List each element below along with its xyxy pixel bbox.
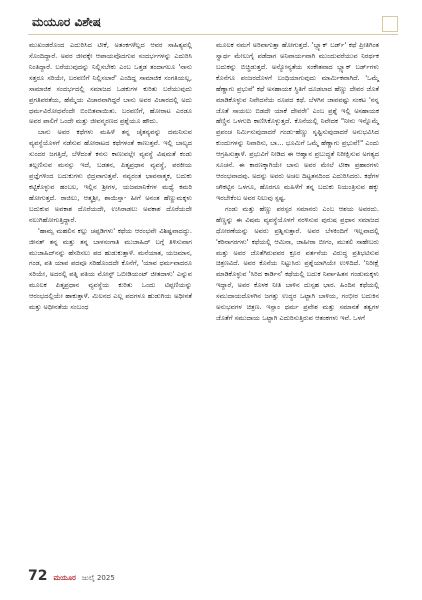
paragraph: ಬಾನು ಅವರ ಕಥೆಗಳು ಮಹಿಳೆ ತನ್ನ ಚೈತನ್ಯವನ್ನು ದಮನಿಸುವ ವ್ಯವಸ್ಥೆಯೊಳಗೆ ನಡೆಸುವ ಹೋರಾಟದ ಕಥೆಗಳಂತೆ ಕಾಣುತ್ತವೆ. ಇಲ್ಲಿ ಬಾಲ್ಯದ ಸುಂದರ ಜಗತ್ತಿದೆ, ಬೆಳೆದಂತೆ ಕನಸು ಕಾಣುವಲ್ಲೇ ವ್ಯವಸ್ಥೆ ವಿಷಮತೆ ಕಂಡು ತಲ್ಲಣಿಸುವ ಮನಸ್ಸು ಇದೆ, ಬಡತನ, ಪಿತೃಪ್ರಧಾನ ವ್ಯವಸ್ಥೆ, ಪರಕೀಯ ಪ್ರಜ್ಞೆಗಳಿಂದ ಬದುಕುಗಳು ಛಿದ್ರವಾಗುತ್ತವೆ. ನವ್ಯರಂತ ಭಾವನಾತ್ಮಕ, ಬದುಕು ಕಟ್ಟಿಕೊಳ್ಳುವ ಹಂಬಲ, ಇಲ್ಲಿನ ಶ್ರೀಗಳ, ಯಜಮಾನಿಕೆಗಳ ಮಧ್ಯೆ ಕಮರಿ ಹೋಗುತ್ತದೆ. ರಾಜಿಲು, ಆತ್ಮಶ್ರೀ, ಶಾಯಿಸ್ತಾ- ಹೀಗೆ ಅನಂತ ಹೆಣ್ಣುಮಕ್ಕಳು ಬದುಕುವ ಅವಕಾಶ ದೊರೆಯದೇ, ಉಸಿರಾಡಲು ಅವಕಾಶ ದೊರೆಯದೇ ನಲುಗಿಹೋಗುತ್ತಿದ್ದಾರೆ. <box>29 128 192 224</box>
article-column-left <box>29 40 192 313</box>
paragraph: ಗಂಡು ಮತ್ತು ಹೆಣ್ಣು ಪರಸ್ಪರ ಸಮಾನರು ಎಂಬ ಆಶಯ ಅವರದು. ಹೆಣ್ಣನ್ನು ಈ ವಿಷಮ ವ್ಯವಸ್ಥೆಯೊಳಗೆ ನರಳಿಸುವ ಪುರುಷ ಪ್ರಧಾನ ಸಮಾಜದ ಧೋರಣೆಯನ್ನು ಅವರು ಪ್ರಶ್ನಿಸುತ್ತಾರೆ. ಅವರ ಬೆಳಕಿಂದಿಗೆ ಇಲ್ಲವಾದಲ್ಲಿ 'ಕರಿನಾಗರಗಳು' ಕಥೆಯಲ್ಲಿ ಆಮಿನಾ, ಜಾಹೀರಾ ಬೀಗಂ, ಮುತಲಿ ಸಾಹೇಬರು ಮತ್ತು ಅವರ ಜೊತೆಗಿರುವವರ ಕ್ರೂರ ವರ್ತನೆಯ ವಿರುದ್ಧ ಪ್ರತಿಭಟಿಸುವ ಚಿತ್ರಣವಿದೆ. ಅವರ ಕೊನೆಯ ನಿಟ್ಟುಸಿರು ಪ್ರಶ್ನೆಯಾಗಿಯೇ ಉಳಿದಿದೆ. 'ನಿರೀಕ್ಷೆ ಮಾಡಿಕೊಳ್ಳುವ 'ಸಿರಿದ ಕಾರ್ಡಿನ' ಕಥೆಯಲ್ಲಿ ಬದುಕ ನಿರ್ವಾಹಿತನ ಗಂಡುಮಕ್ಕಳು ಇದ್ದಾರೆ, ಅವರ ಕೊಳಕ ನೀತಿ ಬಾಳಿನ ದುಸ್ಸಹ ಭಾರ. ಹಿಂದಿನ ಕಥೆಯಲ್ಲಿ ಸಮುದಾಯದೊಳಗಿನ ಜಗತ್ತು ಉದ್ಧರ ಒಟ್ಟಾಗಿ ಬಾಳಿಯ, ಗಂಭೀರ ಬದುಕಿನ ಅನುಭವಗಳ ಚಿತ್ರಣ. ಇಸ್ಲಾಂ ಧರ್ಮ ಪ್ರವೇಶ ಮತ್ತು ಸಮಾನತೆ ತತ್ವಗಳ ಜೊತೆಗೆ ಸಮುದಾಯ ಒಟ್ಟಾಗಿ ಎದುರಿಸುತ್ತಿರುವ ಆತಂಕಗಳು ಇವೆ. ಒಳಗೆ <box>216 204 379 323</box>
article-column-right <box>216 40 379 324</box>
header-decoration <box>382 16 398 32</box>
issue-date: ಜುಲೈ 2025 <box>81 574 115 582</box>
paragraph: ಮುಖಂಡರೊಂದ ಎದುರಿಸಿದ ಟೀಕೆ, ಅತಂಕಗಳೆಲ್ಲದ ಆವರ ಸಾಹಿತ್ಯವಲ್ಲಿ ಸೊಂದಿದ್ದಾರೆ. ಅವರ ಜೀವಕ್ಕೇ ಆಪಾಯವೊದಗುವ ಸಂದರ್ಭಗಳನ್ನು ಎದುರಿಸಿ ನಿಂತಿದ್ದಾರೆ. ಬರೆಯುವುದನ್ನು ನಿಲ್ಲಿಸಬೇಕು ಎಂಬ ಒತ್ತಡ ತಂದಾಗಲೂ 'ನಾನು ಸತ್ತರೂ ಸರಿಯೇ, ಬರವಣಿಗೆ ನಿಲ್ಲಿಸಲಾರೆ' ಎಂದಿದ್ದ ಸಾಮಾಜಿಕ ಸಂಗತಿಯಲ್ಲ, ಸಾಮಾಜಿಕ ಸಂದರ್ಭದಲ್ಲಿ ಸಮಾಜದ ಒಡಕುಗಳ ಕುರಿತು ಬರೆಯುವುದು ಪ್ರಗತಿಪರತೆಯ, ಹೆಮ್ಮೆಯ ವಿಚಾರವಾಗಿದ್ದರೆ ಬಾನು ಅವರ ವಿಚಾರದಲ್ಲಿ ಅದು ಧರ್ಮವಿರೋಧವೆಂದೇ ಬಿಂಬಿತವಾಯಿತು. ಬರವಣಿಗೆ, ಹೋರಾಟ ಎರಡೂ ಅವರ ಪಾಲಿಗೆ ಒಂದೇ ಮತ್ತು ಜೀವನ್ಮರಣದ ಪ್ರಶ್ನೆಯೂ ಹೌದು. <box>29 41 192 126</box>
section-header <box>28 12 398 35</box>
magazine-name: ಮಯೂರ <box>53 574 76 582</box>
paragraph: 'ಹಾಮ್ಸ ಮಹಲಿನ ಕಲ್ಲು ಚಪ್ಪಡಿಗಳು' ಕಥೆಯ ಆರಂಭವೇ ವಿಶಿಷ್ಟವಾದದ್ದು. ಜೀನತ್ ತನ್ನ ಮತ್ತು ತನ್ನ ಬಾಳಸಂಗಾತಿ ಮುಜಾಹಿದ್ ಬಗ್ಗೆ ತಿಳಿಸುವಾಗ ಮುಜಾಹಿದ್‌ನನ್ನು ಹೆಸರಿಸಲು ಪದ ಹುಡುಕುತ್ತಾಳೆ. ಮನೆಯಾತ, ಯಜಮಾನ, ಗಂಡ, ಪತಿ ಯಾವ ಪದವೂ ಸರಿಹೊಂದದೇ ಕೊನೆಗೆ, 'ಯಾವ ಧರ್ಮವಾದರೂ ಸರಿಯೇ, ಅದರಲ್ಲಿ ಪತ್ನಿ ಪತಿಯ ಮೋಸ್ಟ್ ಒಬೀಡಿಯಂಟ್ ಜೀತದಾಳು' ಎನ್ನುವ ಮೂಲಕ ಪಿತೃಪ್ರಧಾನ ವ್ಯವಸ್ಥೆಯ ಕುರಿತು ಒಂದು ಟಿಪ್ಪಣಿಯನ್ನು ಆರಂಭದಲ್ಲಿಯೇ ಹಾಕುತ್ತಾಳೆ. ಮಿಲನದ ಎಲ್ಲ ಪದಗಳೂ ಹುಡುಗಿಯ ಅಧೀನತೆ ಮತ್ತು ಅಧೀನತೆಯ ಸಂಬಂಧ <box>29 226 192 312</box>
paragraph: ಮೂಲಕ ನಮಗೆ ಅರಿವಾಗುತ್ತಾ ಹೋಗುತ್ತದೆ. 'ಬ್ಲ್ಯಾಕ್ ಬರ್ಡ್' ಕಥೆ ಪ್ರೀತಿಗಿಂತ ಸ್ವಾರ್ಥ ಮೇಲುಗೈ ಪಡೆದಾಗ ಅನಿವಾರ್ಯವಾಗಿ ಮುಂದುವರೆಯುವ ನಿರರ್ಥಕ ಬದುಕನ್ನು ಬಿಚ್ಚಿಡುತ್ತದೆ. ಅನ್ಯೋನ್ಯತೆಯ ಸಂಕೇತವಾದ ಬ್ಲ್ಯಾಕ್ ಬರ್ಡ್‌ಗಳು ಕೊನೆಗೂ ಪಂಜರದೊಳಗೆ ಬಂಧಿಯಾಗುವುದು ಮಾರ್ಮಿಕವಾಗಿದೆ. 'ಒಮ್ಮೆ ಹೆಣ್ಣಾಗು ಪ್ರಭುವೆ' ಕಥೆ ಅಸಹಾಯಕ ಸ್ಥಿತಿಗೆ ದೂಡಲಾದ ಹೆಣ್ಣು ದೇವರ ಜೊತೆ ಮಾಡಿಕೊಳ್ಳುವ ನಿವೇದನೆಯ ರೂಪದ ಕಥೆ. ಬೆಳಗಿನ ಜಾವವಷ್ಟು ಸಂಕಟ 'ನನ್ನ ಜೊತೆ ಸಾಯಲು ಬಿಡದೇ ಯಾಕೆ ದೇವರೇ' ಎಂಬ ಪ್ರಶ್ನೆ ಇಲ್ಲಿ ಅಸಹಾಯಕ ಹೆಣ್ಣಿನ ಒಳಗುದಿ ಕಾಣಿಸಿಕೊಳ್ಳುತ್ತದೆ. ಕೊನೆಯಲ್ಲಿ ನಿವೇದಕ "ನೀನು ಇನ್ನೊಮ್ಮೆ ಪ್ರಪಂಚ ನಿರ್ಮಿಸುವುದಾದರೆ ಗಂಡು-ಹೆಣ್ಣು ಸೃಷ್ಟಿಸುವುದಾದರೆ ಅನುಭವಿಸಿದ ಕುಂದುಗಳನ್ನು ನಿವಾರಿಸು, ಬಾ... ಭೂಮಿಗೆ ಒಮ್ಮೆ ಹೆಣ್ಣಾಗು ಪ್ರಭುವೆ!" ಎಂದು ಆಗ್ರಹಿಸುತ್ತಾಳೆ. ಪ್ರಭುವಿಗೆ ನೀಡಿದ ಈ ಆಹ್ವಾನ ಪ್ರಬುದ್ಧತೆ ನಿರೀಕ್ಷಿಸುವ ಅಗತ್ಯದ ಸೂಚನೆ. ಈ ಕಾರಣಕ್ಕಾಗಿಯೇ ಬಾನು ಅವರ ಮೇಲೆ ಟೀಕಾ ಪ್ರಹಾರಗಳು ಆರಂಭವಾದವು. ಅದನ್ನು ಅವರು ಅಚಲ ದಿಟ್ಟತನದಿಂದ ಎದುರಿಸಿದರು. ಕಥೆಗಳ ಚೌಕಟ್ಟಿನ ಒಳಗೂ, ಹೊರಗೂ ಮಹಿಳೆಗೆ ತನ್ನ ಬದುಕು ನಿಯಂತ್ರಿಸುವ ಹಕ್ಕು ಇರಬೇಕೆಂಬ ಅವರ ನಿಲುವು ಸ್ಪಷ್ಟ. <box>216 41 379 202</box>
page-footer <box>28 568 115 586</box>
page-number: 72 <box>28 568 48 584</box>
section-title: ಮಯೂರ ವಿಶೇಷ <box>32 15 101 29</box>
